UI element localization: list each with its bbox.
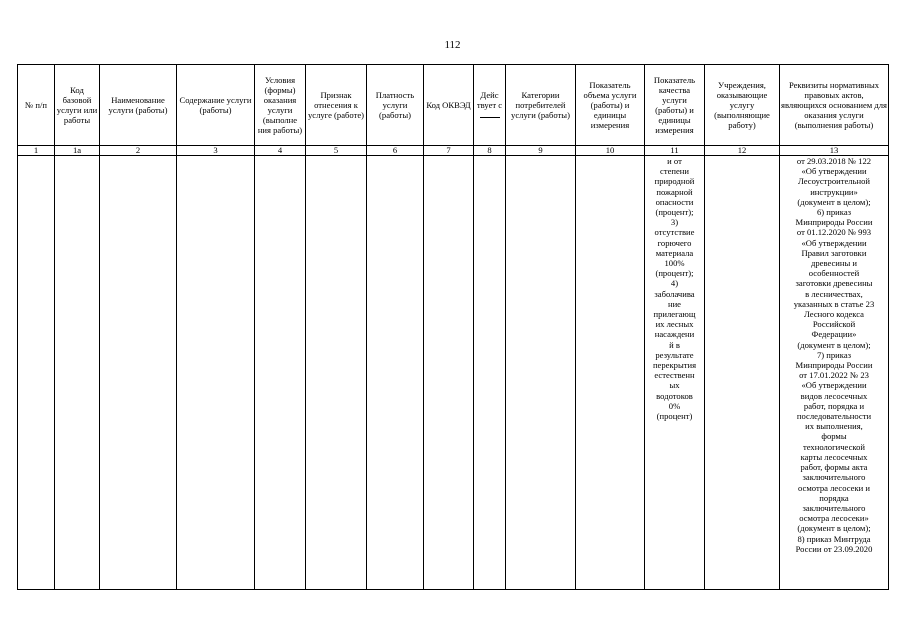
column-number-row	[18, 146, 889, 156]
services-registry-table	[17, 64, 889, 590]
table-cell-empty	[100, 156, 177, 590]
table-cell-empty	[576, 156, 645, 590]
header-valid-from-line	[480, 111, 500, 118]
header-cell-service-content: Содержание услуги (работы)	[177, 65, 255, 146]
header-cell-quality-indicator: Показатель качества услуги (работы) и единицы измерения	[645, 65, 705, 146]
header-cell-volume-indicator: Показатель объема услуги (работы) и единицы измерения	[576, 65, 645, 146]
table-cell-empty	[177, 156, 255, 590]
table-cell-empty	[55, 156, 100, 590]
column-number: 8	[474, 146, 506, 156]
table-cell-empty	[255, 156, 306, 590]
header-cell-number: № п/п	[18, 65, 55, 146]
table-cell-empty	[705, 156, 780, 590]
column-number: 1	[18, 146, 55, 156]
column-number: 12	[705, 146, 780, 156]
table-cell-empty	[367, 156, 424, 590]
header-cell-okved: Код ОКВЭД	[424, 65, 474, 146]
legal-acts-text: от 29.03.2018 № 122 «Об утверждении Лесоустроительной инструкции» (документ в целом); 6) приказ Минприроды России от 01.12.2020 № 993 «Об утверждении Правил заготовки древесины и особенностей заготовки древесины в лесничествах, указанных в статье 23 Лесного кодекса Российской Федерации» (документ в целом); 7) приказ Минприроды России от 17.01.2022 № 23 «Об утверждении видов лесосечных работ, порядка и последовательности их выполнения, формы технологической карты лесосечных работ, формы акта заключительного осмотра лесосеки и порядка заключительного осмотра лесосеки» (документ в целом); 8) приказ Минтруда России от 23.09.2020	[793, 156, 875, 554]
column-number: 4	[255, 146, 306, 156]
column-number: 6	[367, 146, 424, 156]
header-cell-service-attribute: Признак отнесения к услуге (работе)	[306, 65, 367, 146]
column-number: 2	[100, 146, 177, 156]
table-cell-empty	[424, 156, 474, 590]
header-row	[18, 65, 889, 146]
table-cell-empty	[18, 156, 55, 590]
header-cell-base-code: Код базовой услуги или работы	[55, 65, 100, 146]
header-cell-service-name: Наименование услуги (работы)	[100, 65, 177, 146]
table-cell-legal-acts	[780, 156, 889, 590]
header-cell-legal-acts: Реквизиты нормативных правовых актов, являющихся основанием для оказания услуги (выполнения работы)	[780, 65, 889, 146]
column-number: 7	[424, 146, 474, 156]
header-valid-from-label: Дейс твует с	[476, 90, 503, 110]
quality-indicator-text: и от степени природной пожарной опасности (процент); 3) отсутствие горючего материала 100% (процент); 4) заболачива ние прилегающ их лесных насаждени й в результате перекрытия естественн ых водотоков 0% (процент)	[652, 156, 697, 422]
column-number: 13	[780, 146, 889, 156]
table-cell-empty	[306, 156, 367, 590]
header-cell-institutions: Учреждения, оказывающие услугу (выполняющие работу)	[705, 65, 780, 146]
table-row	[18, 156, 889, 590]
header-cell-conditions: Условия (формы) оказания услуги (выполне ния работы)	[255, 65, 306, 146]
header-cell-payment: Платность услуги (работы)	[367, 65, 424, 146]
table-cell-empty	[506, 156, 576, 590]
column-number: 11	[645, 146, 705, 156]
column-number: 9	[506, 146, 576, 156]
table-cell-empty	[474, 156, 506, 590]
column-number: 1а	[55, 146, 100, 156]
header-cell-consumer-categories: Категории потребителей услуги (работы)	[506, 65, 576, 146]
header-cell-valid-from	[474, 65, 506, 146]
column-number: 5	[306, 146, 367, 156]
column-number: 3	[177, 146, 255, 156]
page-number: 112	[444, 39, 461, 51]
table-cell-quality-indicator	[645, 156, 705, 590]
column-number: 10	[576, 146, 645, 156]
